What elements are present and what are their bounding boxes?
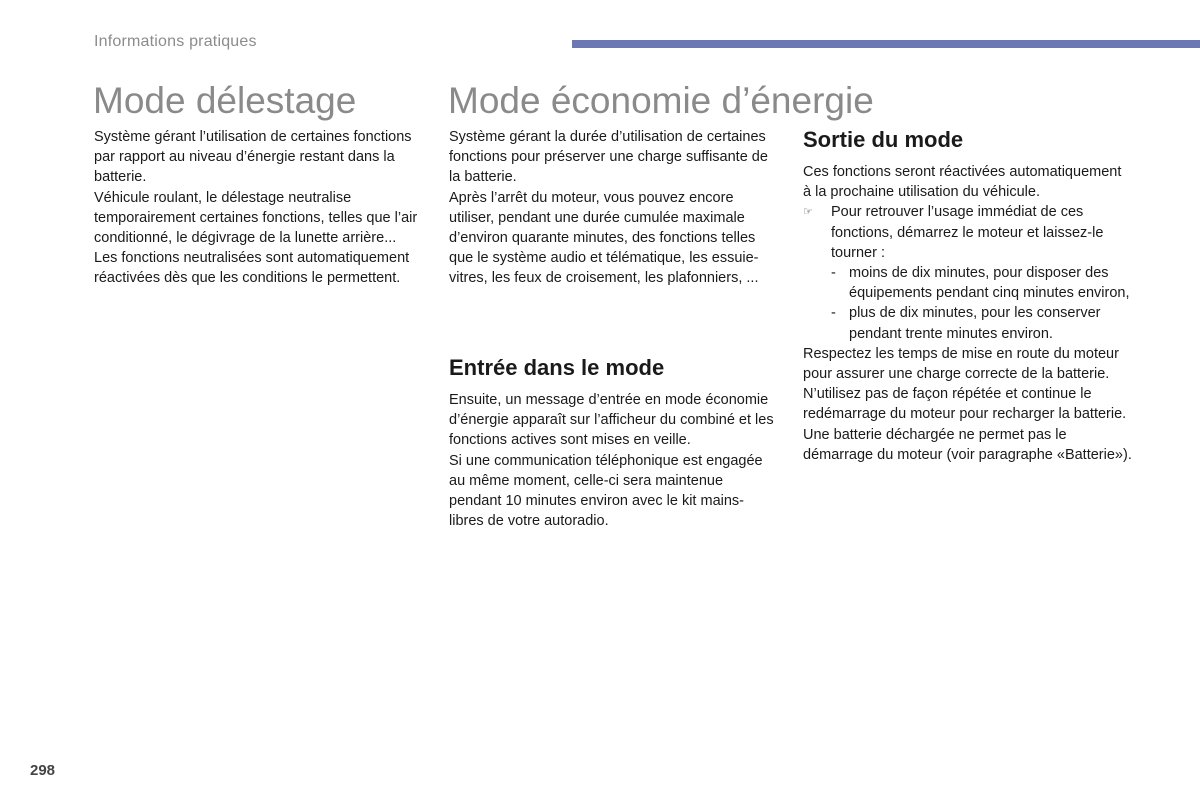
paragraph: Les fonctions neutralisées sont automatiquement réactivées dès que les conditions le permettent. [94,250,410,287]
dash-marker: - [831,265,836,282]
dash-marker: - [831,305,836,322]
paragraph: Respectez les temps de mise en route du moteur pour assurer une charge correcte de la batterie. [803,345,1119,383]
paragraph: Après l’arrêt du moteur, vous pouvez encore utiliser, pendant une durée cumulée maximale d’environ quarante minutes, des fonctions telles que le système audio et télématique, les essuie-vitres, les feux de croisement, les plafonniers, ... [449,189,759,287]
sub-list-item [803,263,1133,303]
paragraph: Ces fonctions seront réactivées automatiquement à la prochaine utilisation du véhicule. [803,164,1122,201]
paragraph: Véhicule roulant, le délestage neutralise temporairement certaines fonctions, telles que l’air conditionné, le dégivrage de la lunette arrière... [94,189,418,247]
heading-entree-mode: Entrée dans le mode [449,355,665,380]
paragraph: Système gérant l’utilisation de certaines fonctions par rapport au niveau d’énergie restant dans la batterie. [94,129,412,186]
page-number: 298 [30,762,56,779]
paragraph: Système gérant la durée d’utilisation de certaines fonctions pour préserver une charge suffisante de la batterie. [449,129,768,186]
paragraph: N’utilisez pas de façon répétée et continue le redémarrage du moteur pour recharger la batterie. [803,386,1127,423]
column-economie-intro [449,127,774,289]
section-sortie-mode [803,126,1133,465]
heading-sortie-mode: Sortie du mode [803,127,964,152]
pointing-hand-icon: ☞ [803,206,813,219]
paragraph: Une batterie déchargée ne permet pas le démarrage du moteur (voir paragraphe «Batterie»). [803,426,1132,463]
bullet-item [803,202,1133,263]
column-delestage [94,127,424,289]
section-label: Informations pratiques [94,33,257,50]
title-mode-economie-energie: Mode économie d’énergie [448,80,874,121]
paragraph: Ensuite, un message d’entrée en mode économie d’énergie apparaît sur l’afficheur du combiné et les fonctions actives sont mises en veille. [449,392,774,449]
bullet-text: Pour retrouver l’usage immédiat de ces fonctions, démarrez le moteur et laissez-le tourner : [831,204,1104,261]
header-accent-bar [572,40,1200,48]
section-entree-mode [449,354,774,531]
paragraph: Si une communication téléphonique est engagée au même moment, celle-ci sera maintenue pendant 10 minutes environ avec le kit mains-libres de votre autoradio. [449,452,763,530]
sub-list-item [803,303,1133,343]
title-mode-delestage: Mode délestage [93,80,357,121]
sub-item-text: moins de dix minutes, pour disposer des équipements pendant cinq minutes environ, [849,265,1130,302]
sub-item-text: plus de dix minutes, pour les conserver pendant trente minutes environ. [849,305,1101,342]
